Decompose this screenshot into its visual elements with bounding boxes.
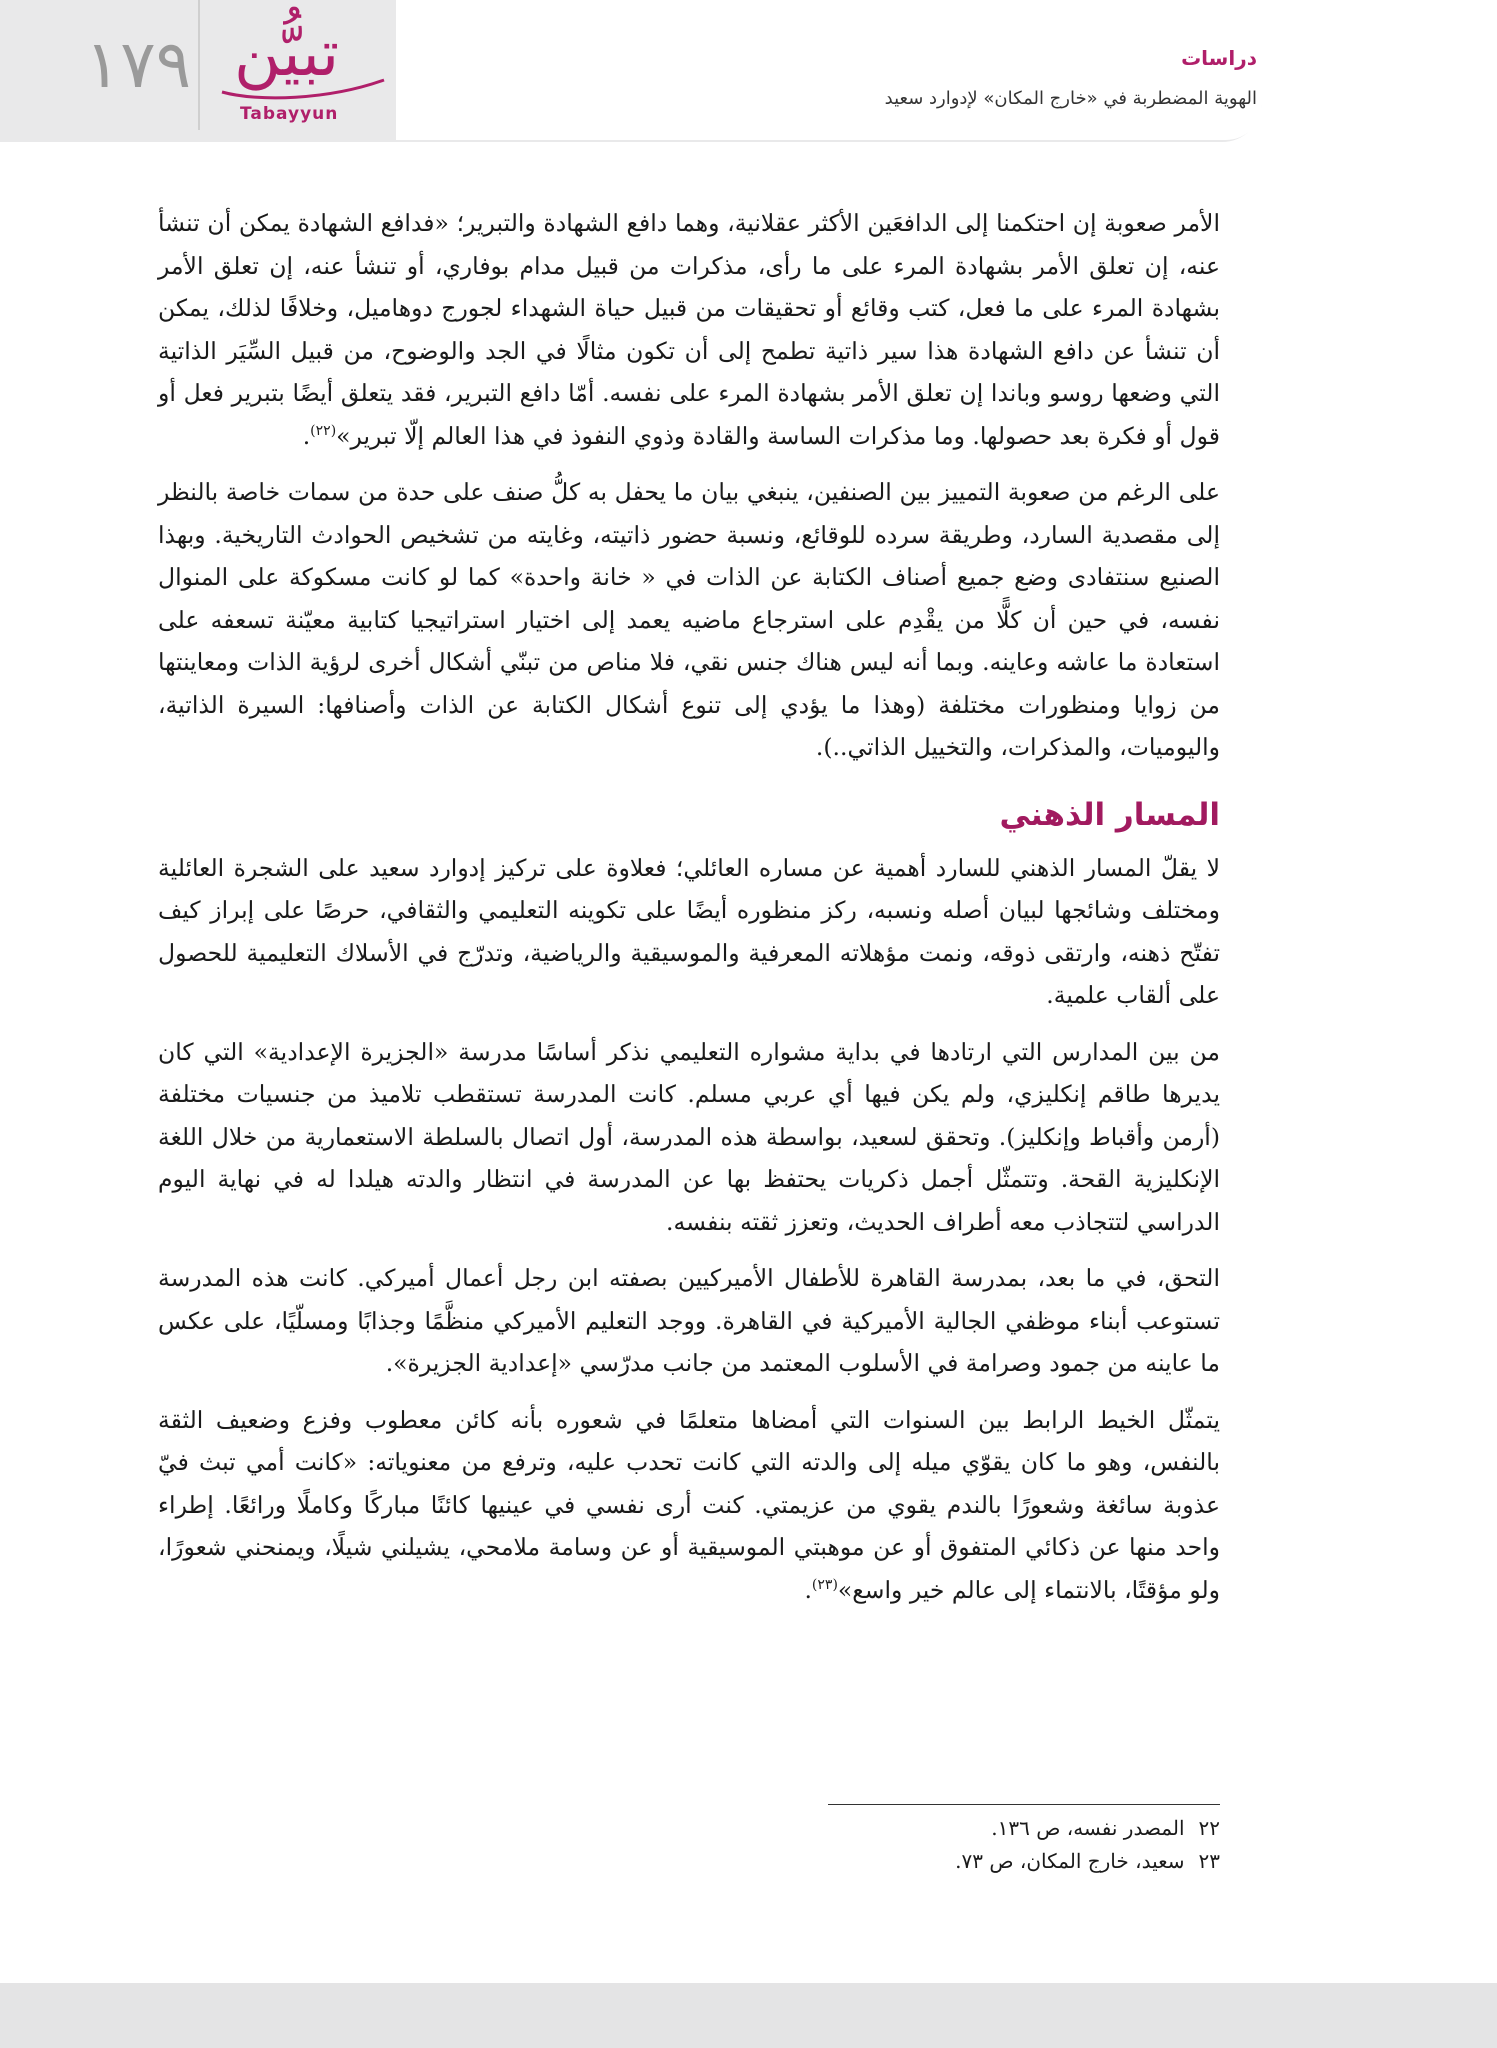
paragraph-3: لا يقلّ المسار الذهني للسارد أهمية عن مساره العائلي؛ فعلاوة على تركيز إدوارد سعيد على الشجرة العائلية ومختلف وشائجها لبيان أصله ونسبه، ركز منظوره أيضًا على تكوينه التعليمي والثقافي، حرصًا على إبراز كيف تفتّح ذهنه، وارتقى ذوقه، ونمت مؤهلاته المعرفية والموسيقية والرياضية، وتدرّج في الأسلاك التعليمية للحصول على ألقاب علمية.	[158, 853, 1220, 1009]
page-number-divider	[198, 0, 200, 130]
section-label: دراسات	[1181, 46, 1257, 70]
paragraph-1	[158, 202, 1220, 457]
paragraph-6-end: .	[804, 1575, 812, 1604]
article-body	[158, 202, 1220, 1625]
paragraph-6	[158, 1399, 1220, 1612]
paragraph-1-text: الأمر صعوبة إن احتكمنا إلى الدافعَين الأكثر عقلانية، وهما دافع الشهادة والتبرير؛ «فدافع الشهادة يمكن أن تنشأ عنه، إن تعلق الأمر بشهادة المرء على ما رأى، مذكرات من قبيل مدام بوفاري، أو تنشأ عنه، إن تعلق الأمر بشهادة المرء على ما فعل، كتب وقائع أو تحقيقات من قبيل حياة الشهداء لجورج دوهاميل، وخلافًا لذلك، يمكن أن تنشأ عن دافع الشهادة هذا سير ذاتية تطمح إلى أن تكون مثالًا في الجد والوضوح، من قبيل السِّيَر الذاتية التي وضعها روسو وباندا إن تعلق الأمر بشهادة المرء على نفسه. أمّا دافع التبرير، فقد يتعلق أيضًا بتبرير فعل أو قول أو فكرة بعد حصولها. وما مذكرات الساسة والقادة وذوي النفوذ في هذا العالم إلّا تبرير»	[158, 209, 1220, 450]
footer-band	[0, 1983, 1497, 2048]
running-title: الهوية المضطربة في «خارج المكان» لإدوارد سعيد	[884, 88, 1257, 109]
tabayyun-logo	[218, 17, 388, 126]
footnote-number: ٢٣	[1198, 1849, 1220, 1873]
header-card	[396, 0, 1262, 140]
paragraph-5: التحق، في ما بعد، بمدرسة القاهرة للأطفال الأميركيين بصفته ابن رجل أعمال أميركي. كانت هذه المدرسة تستوعب أبناء موظفي الجالية الأميركية في القاهرة. ووجد التعليم الأميركي منظَّمًا وجذابًا ومسلّيًا، على عكس ما عاينه من جمود وصرامة في الأسلوب المعتمد من جانب مدرّسي «إعدادية الجزيرة».	[158, 1264, 1220, 1377]
logo-latin-text: Tabayyun	[240, 104, 339, 124]
footnote-ref-22: (٢٢)	[310, 422, 337, 439]
footnote-number: ٢٢	[1198, 1816, 1220, 1840]
footnote-divider	[828, 1804, 1220, 1805]
paragraph-4: من بين المدارس التي ارتادها في بداية مشواره التعليمي نذكر أساسًا مدرسة «الجزيرة الإعدادية» التي كان يديرها طاقم إنكليزي، ولم يكن فيها أي عربي مسلم. كانت المدرسة تستقطب تلاميذ من جنسيات مختلفة (أرمن وأقباط وإنكليز). وتحقق لسعيد، بواسطة هذه المدرسة، أول اتصال بالسلطة الاستعمارية من خلال اللغة الإنكليزية القحة. وتتمثّل أجمل ذكريات يحتفظ بها عن المدرسة في انتظار والدته هيلدا له في نهاية اليوم الدراسي لتتجاذب معه أطراف الحديث، وتعزز ثقته بنفسه.	[158, 1037, 1220, 1236]
footnote-ref-23: (٢٣)	[811, 1576, 838, 1593]
section-heading: المسار الذهني	[999, 796, 1220, 833]
page-number: ١٧٩	[84, 26, 192, 103]
paragraph-6-text: يتمثّل الخيط الرابط بين السنوات التي أمضاها متعلمًا في شعوره بأنه كائن معطوب وفزع وضعيف الثقة بالنفس، وهو ما كان يقوّي ميله إلى والدته التي كانت تحدب عليه، وترفع من معنوياته: «كانت أمي تبث فيّ عذوبة سائغة وشعورًا بالندم يقوي من عزيمتي. كنت أرى نفسي في عينيها كائنًا مباركًا وكاملًا ورائعًا. إطراء واحد منها عن ذكائي المتفوق أو عن موهبتي الموسيقية أو عن وسامة ملامحي، يشيلني شيلًا، ويمنحني شعورًا، ولو مؤقتًا، بالانتماء إلى عالم خير واسع»	[158, 1405, 1220, 1604]
logo-arabic-mark: تبيُّن	[234, 17, 340, 91]
paragraph-1-end: .	[302, 421, 311, 450]
footnotes	[620, 1812, 1220, 1878]
footnote-23	[620, 1845, 1220, 1878]
footnote-text: المصدر نفسه، ص ١٣٦.	[991, 1816, 1185, 1840]
paragraph-2: على الرغم من صعوبة التمييز بين الصنفين، ينبغي بيان ما يحفل به كلُّ صنف على حدة من سمات خاصة بالنظر إلى مقصدية السارد، وطريقة سرده للوقائع، ونسبة حضور ذاتيته، وغايته من تشخيص الحوادث التاريخية. وبهذا الصنيع سنتفادى وضع جميع أصناف الكتابة عن الذات في « خانة واحدة» كما لو كانت مسكوكة على المنوال نفسه، في حين أن كلًّا من يقْدِم على استرجاع ماضيه يعمد إلى اختيار استراتيجيا كتابية معيّنة تسعفه على استعادة ما عاشه وعاينه. وبما أنه ليس هناك جنس نقي، فلا مناص من تبنّي أشكال أخرى لرؤية الذات ومعاينتها من زوايا ومنظورات مختلفة (وهذا ما يؤدي إلى تنوع أشكال الكتابة عن الذات وأصنافها: السيرة الذاتية، واليوميات، والمذكرات، والتخييل الذاتي..).	[158, 478, 1220, 761]
footnote-text: سعيد، خارج المكان، ص ٧٣.	[955, 1849, 1185, 1873]
footnote-22	[620, 1812, 1220, 1845]
logo-swash-icon	[218, 74, 388, 104]
